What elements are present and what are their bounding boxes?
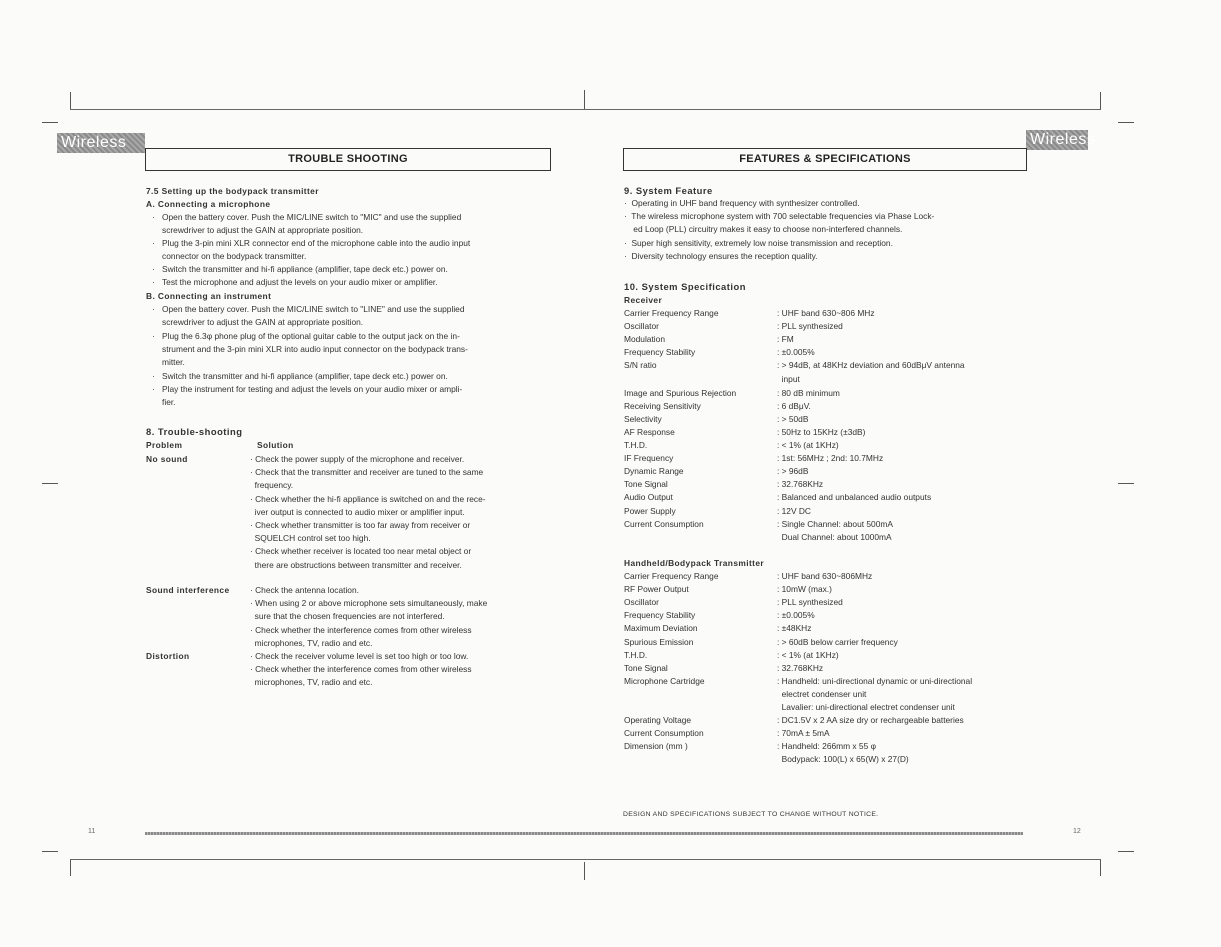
bottom-trim-line	[70, 859, 1101, 860]
handheld-spec-value: : 32.768KHz	[777, 662, 824, 673]
crop-mark	[1118, 483, 1134, 484]
handheld-spec-label: Microphone Cartridge	[624, 675, 705, 686]
crop-mark	[42, 122, 58, 123]
section-a-heading: A. Connecting a microphone	[146, 199, 271, 209]
troubleshooting-heading: 8. Trouble-shooting	[146, 426, 243, 437]
solution-line: sure that the chosen frequencies are not interfered.	[250, 611, 445, 622]
handheld-spec-value: : ±0.005%	[777, 610, 815, 621]
feature-line: · The wireless microphone system with 700 selectable frequencies via Phase Lock-	[624, 211, 935, 222]
bottom-bar	[145, 832, 1023, 835]
section-b-line: · Plug the 6.3φ phone plug of the optional guitar cable to the output jack on the in-	[162, 330, 460, 343]
handheld-spec-value: : 10mW (max.)	[777, 584, 832, 595]
handheld-spec-label: Frequency Stability	[624, 610, 696, 621]
problem-sound-interference: Sound interference	[146, 585, 230, 595]
receiver-spec-value: : FM	[777, 334, 794, 345]
solution-line: microphones, TV, radio and etc.	[250, 677, 373, 688]
receiver-spec-label: Oscillator	[624, 321, 659, 332]
section-a-line: · Open the battery cover. Push the MIC/LINE switch to "MIC" and use the supplied	[162, 211, 461, 224]
solution-line: SQUELCH control set too high.	[250, 533, 371, 544]
wireless-tag-left: Wireless	[57, 133, 145, 153]
handheld-spec-value: Lavalier: uni-directional electret condenser unit	[777, 702, 955, 712]
crop-mark	[584, 90, 585, 110]
receiver-spec-value: : > 50dB	[777, 413, 809, 424]
solution-line: · When using 2 or above microphone sets simultaneously, make	[250, 598, 488, 609]
column-solution: Solution	[257, 440, 294, 450]
handheld-spec-label: Operating Voltage	[624, 715, 692, 726]
section-b-heading: B. Connecting an instrument	[146, 291, 272, 301]
crop-mark	[1100, 92, 1101, 110]
feature-line: · Super high sensitivity, extremely low noise transmission and reception.	[624, 237, 893, 248]
receiver-spec-value: : 1st: 56MHz ; 2nd: 10.7MHz	[777, 453, 884, 464]
handheld-spec-value: : 70mA ± 5mA	[777, 728, 830, 739]
section-b-line: · Switch the transmitter and hi-fi appliance (amplifier, tape deck etc.) power on.	[162, 370, 448, 383]
handheld-heading: Handheld/Bodypack Transmitter	[624, 558, 765, 568]
handheld-spec-value: : UHF band 630~806MHz	[777, 571, 873, 581]
handheld-spec-label: Current Consumption	[624, 728, 704, 739]
solution-line: · Check whether the interference comes from other wireless	[250, 624, 472, 635]
section-b-line: strument and the 3-pin mini XLR into audio input connector on the bodypack trans-	[162, 344, 468, 354]
receiver-spec-value: : < 1% (at 1KHz)	[777, 440, 839, 450]
feature-line: ed Loop (PLL) circuitry makes it easy to choose non-interfered channels.	[624, 224, 903, 235]
solution-line: iver output is connected to audio mixer or amplifier input.	[250, 506, 465, 517]
crop-mark	[1100, 860, 1101, 876]
handheld-spec-label: RF Power Output	[624, 584, 689, 595]
solution-line: there are obstructions between transmitter and receiver.	[250, 559, 462, 570]
feature-heading: 9. System Feature	[624, 185, 713, 196]
handheld-spec-value: : DC1.5V x 2 AA size dry or rechargeable batteries	[777, 715, 964, 726]
page-title-left: TROUBLE SHOOTING	[145, 148, 551, 171]
receiver-spec-value: : 80 dB minimum	[777, 387, 840, 398]
receiver-spec-label: Power Supply	[624, 505, 676, 516]
crop-mark	[584, 862, 585, 880]
column-problem: Problem	[146, 440, 183, 450]
solution-line: · Check the power supply of the microphone and receiver.	[250, 454, 465, 464]
solution-line: · Check whether the interference comes from other wireless	[250, 664, 472, 675]
handheld-spec-label: Tone Signal	[624, 662, 668, 673]
handheld-spec-value: : > 60dB below carrier frequency	[777, 636, 898, 647]
footer-note: DESIGN AND SPECIFICATIONS SUBJECT TO CHANGE WITHOUT NOTICE.	[623, 811, 879, 818]
section-b-line: mitter.	[162, 357, 185, 367]
receiver-spec-label: Carrier Frequency Range	[624, 308, 719, 318]
section-b-line: screwdriver to adjust the GAIN at appropriate position.	[162, 317, 364, 327]
handheld-spec-label: Maximum Deviation	[624, 623, 698, 634]
problem-no-sound: No sound	[146, 454, 188, 464]
section-a-line: connector on the bodypack transmitter.	[162, 251, 307, 261]
crop-mark	[70, 92, 71, 110]
spec-heading: 10. System Specification	[624, 281, 746, 292]
problem-distortion: Distortion	[146, 651, 190, 661]
solution-line: · Check that the transmitter and receiver are tuned to the same	[250, 467, 484, 478]
receiver-spec-value: : > 96dB	[777, 466, 809, 477]
section-a-line: · Switch the transmitter and hi-fi appliance (amplifier, tape deck etc.) power on.	[162, 263, 448, 276]
receiver-spec-label: IF Frequency	[624, 453, 674, 464]
handheld-spec-value: electret condenser unit	[777, 688, 867, 699]
crop-mark	[42, 483, 58, 484]
receiver-spec-value: : > 94dB, at 48KHz deviation and 60dBμV antenna	[777, 360, 965, 371]
receiver-spec-value: : 50Hz to 15KHz (±3dB)	[777, 426, 866, 437]
handheld-spec-value: : PLL synthesized	[777, 597, 843, 608]
wireless-tag-right: Wireless	[1026, 130, 1088, 150]
feature-line: · Operating in UHF band frequency with synthesizer controlled.	[624, 198, 860, 208]
receiver-spec-label: Image and Spurious Rejection	[624, 387, 737, 398]
section-b-line: · Open the battery cover. Push the MIC/LINE switch to "LINE" and use the supplied	[162, 303, 465, 316]
receiver-spec-value: : Balanced and unbalanced audio outputs	[777, 492, 932, 503]
receiver-spec-label: Dynamic Range	[624, 466, 684, 477]
page-number-left: 11	[88, 828, 96, 835]
crop-mark	[1118, 851, 1134, 852]
receiver-heading: Receiver	[624, 295, 663, 305]
solution-line: · Check the receiver volume level is set too high or too low.	[250, 651, 469, 661]
section-b-line: · Play the instrument for testing and adjust the levels on your audio mixer or ampli-	[162, 383, 462, 396]
handheld-spec-label: Spurious Emission	[624, 636, 694, 647]
section-a-line: · Test the microphone and adjust the levels on your audio mixer or amplifier.	[162, 276, 438, 289]
receiver-spec-value: : UHF band 630~806 MHz	[777, 308, 875, 318]
receiver-spec-value: : Single Channel: about 500mA	[777, 518, 893, 529]
receiver-spec-value: : ±0.005%	[777, 347, 815, 358]
receiver-spec-label: Audio Output	[624, 492, 673, 503]
receiver-spec-label: Receiving Sensitivity	[624, 400, 701, 411]
handheld-spec-value: : < 1% (at 1KHz)	[777, 649, 839, 660]
handheld-spec-label: T.H.D.	[624, 649, 648, 660]
section-a-line: screwdriver to adjust the GAIN at appropriate position.	[162, 225, 364, 235]
receiver-spec-value: Dual Channel: about 1000mA	[777, 531, 892, 542]
page-number-right: 12	[1073, 828, 1081, 835]
receiver-spec-value: : PLL synthesized	[777, 321, 843, 332]
section-a-line: · Plug the 3-pin mini XLR connector end of the microphone cable into the audio input	[162, 237, 470, 250]
solution-line: · Check whether the hi-fi appliance is switched on and the rece-	[250, 493, 486, 504]
setup-heading: 7.5 Setting up the bodypack transmitter	[146, 186, 319, 196]
receiver-spec-label: Selectivity	[624, 413, 662, 424]
receiver-spec-label: T.H.D.	[624, 440, 648, 450]
receiver-spec-label: S/N ratio	[624, 360, 657, 371]
handheld-spec-label: Oscillator	[624, 597, 659, 608]
crop-mark	[1118, 122, 1134, 123]
handheld-spec-value: : Handheld: 266mm x 55 φ	[777, 741, 877, 752]
handheld-spec-label: Carrier Frequency Range	[624, 571, 719, 581]
crop-mark	[42, 851, 58, 852]
solution-line: · Check whether receiver is located too near metal object or	[250, 546, 472, 557]
receiver-spec-label: Modulation	[624, 334, 665, 345]
receiver-spec-label: Frequency Stability	[624, 347, 696, 358]
receiver-spec-value: : 32.768KHz	[777, 479, 824, 490]
section-b-line: fier.	[162, 397, 176, 407]
page-title-right: FEATURES & SPECIFICATIONS	[623, 148, 1027, 171]
handheld-spec-label: Dimension (mm )	[624, 741, 688, 752]
solution-line: frequency.	[250, 480, 294, 491]
crop-mark	[70, 860, 71, 876]
handheld-spec-value: : ±48KHz	[777, 623, 812, 634]
receiver-spec-label: AF Response	[624, 426, 675, 437]
receiver-spec-label: Tone Signal	[624, 479, 668, 490]
receiver-spec-value: input	[777, 373, 800, 384]
handheld-spec-value: Bodypack: 100(L) x 65(W) x 27(D)	[777, 754, 909, 765]
receiver-spec-value: : 12V DC	[777, 505, 811, 516]
solution-line: microphones, TV, radio and etc.	[250, 637, 373, 648]
solution-line: · Check the antenna location.	[250, 585, 359, 595]
solution-line: · Check whether transmitter is too far away from receiver or	[250, 520, 471, 530]
feature-line: · Diversity technology ensures the reception quality.	[624, 250, 818, 261]
receiver-spec-value: : 6 dBμV.	[777, 400, 811, 411]
handheld-spec-value: : Handheld: uni-directional dynamic or uni-directional	[777, 675, 973, 686]
receiver-spec-label: Current Consumption	[624, 518, 704, 529]
top-trim-line	[70, 109, 1101, 110]
